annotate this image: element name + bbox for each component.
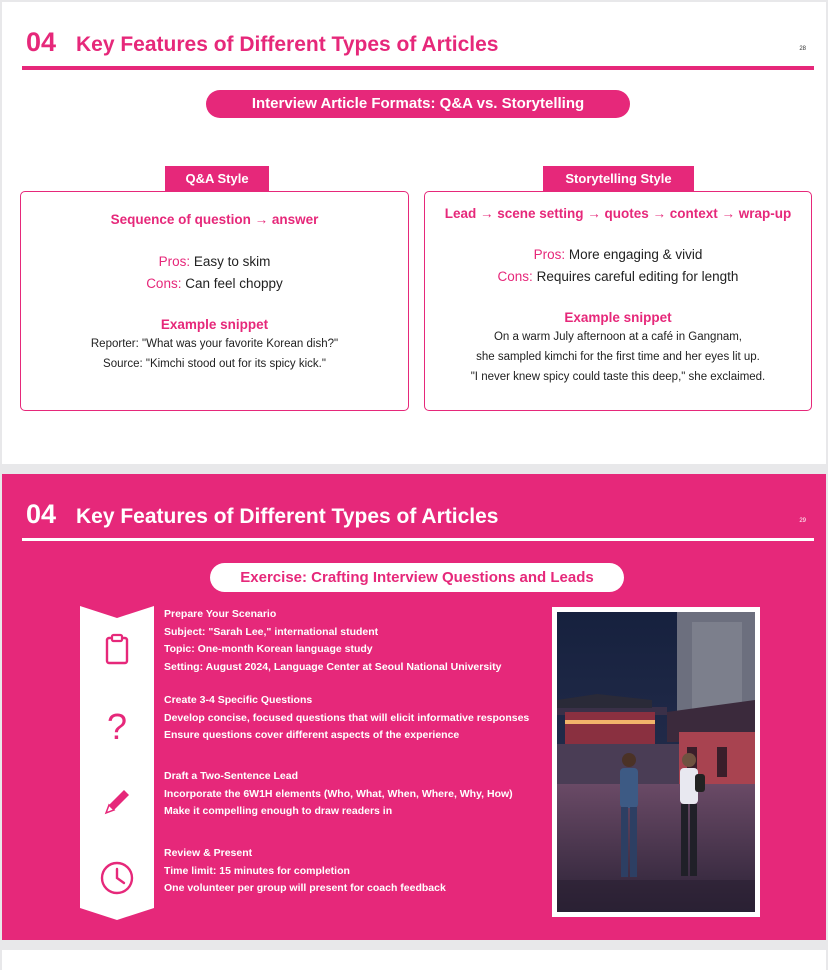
page-number: 29 [799,518,806,524]
qa-pros-label: Pros: [158,254,191,269]
step-line: Topic: One-month Korean language study [164,643,373,655]
palace-night-photo [557,612,755,912]
clock-icon [99,860,135,896]
step-line: Time limit: 15 minutes for completion [164,864,350,877]
step-line: Setting: August 2024, Language Center at Seoul National University [164,660,502,673]
title-rule [22,538,814,541]
section-number: 04 [26,499,57,529]
story-pros [425,244,811,266]
clipboard-icon [100,633,134,667]
step-text [164,606,501,676]
question-mark-icon [100,709,134,749]
step-line: Incorporate the 6W1H elements (Who, What, When, Where, Why, How) [164,787,513,800]
page-number: 28 [799,46,806,52]
step-text [164,768,513,821]
step-chevron [80,834,154,920]
slide-title: Key Features of Different Types of Articles [76,505,499,528]
qa-style-box [20,191,409,411]
story-snippet-line: she sampled kimchi for the first time and her eyes lit up. [476,351,760,363]
step-line: Ensure questions cover different aspects of the experience [164,729,460,741]
story-cons-text: Requires careful editing for length [536,269,739,284]
qa-cons-label: Cons: [146,276,182,291]
storytelling-style-tag: Storytelling Style [543,166,694,192]
title-rule [22,66,814,70]
story-cons [425,266,811,288]
subtitle-pill: Interview Article Formats: Q&A vs. Storytelling [206,90,630,118]
story-snippet-line: "I never knew spicy could taste this deep," she exclaimed. [470,371,766,383]
qa-example-label: Example snippet [160,317,269,332]
step-line: Make it compelling enough to draw readers in [164,805,393,817]
qa-snippet-line: Reporter: "What was your favorite Korean dish?" [90,338,339,350]
qa-snippet-line: Source: "Kimchi stood out for its spicy kick." [103,358,326,370]
step-line: Develop concise, focused questions that will elicit informative responses [164,711,530,724]
step-chevron [80,606,154,696]
step-text [164,845,446,898]
qa-cons [21,273,408,295]
svg-text:?: ? [106,709,128,747]
qa-cons-text: Can feel choppy [185,276,283,291]
story-cons-label: Cons: [497,269,533,284]
story-pros-text: More engaging & vivid [568,247,703,262]
slide-29 [2,474,826,940]
qa-style-tag: Q&A Style [165,166,269,192]
qa-pros [21,251,408,273]
section-number: 04 [26,27,57,57]
step-heading: Draft a Two-Sentence Lead [164,770,298,782]
step-heading: Create 3-4 Specific Questions [164,694,313,706]
pencil-icon [100,785,134,819]
slide-30-partial [2,950,826,970]
subtitle-pill: Exercise: Crafting Interview Questions and Leads [210,563,624,592]
story-example-label: Example snippet [564,310,672,325]
step-heading: Review & Present [164,847,253,859]
story-sequence: Lead → scene setting → quotes → context → wrap-up [444,206,792,221]
story-pros-label: Pros: [533,247,566,262]
step-line: Subject: "Sarah Lee," international student [164,625,379,638]
qa-sequence: Sequence of question → answer [110,212,319,227]
step-chevron [80,758,154,848]
step-text [164,692,529,745]
slide-title: Key Features of Different Types of Articles [76,33,499,56]
slide-28 [2,2,826,464]
step-heading: Prepare Your Scenario [164,608,277,620]
qa-pros-text: Easy to skim [193,254,271,269]
photo-frame [552,607,760,917]
storytelling-style-box [424,191,812,411]
story-snippet-line: On a warm July afternoon at a café in Gangnam, [493,331,743,343]
step-chevron [80,682,154,772]
step-line: One volunteer per group will present for coach feedback [164,882,446,894]
